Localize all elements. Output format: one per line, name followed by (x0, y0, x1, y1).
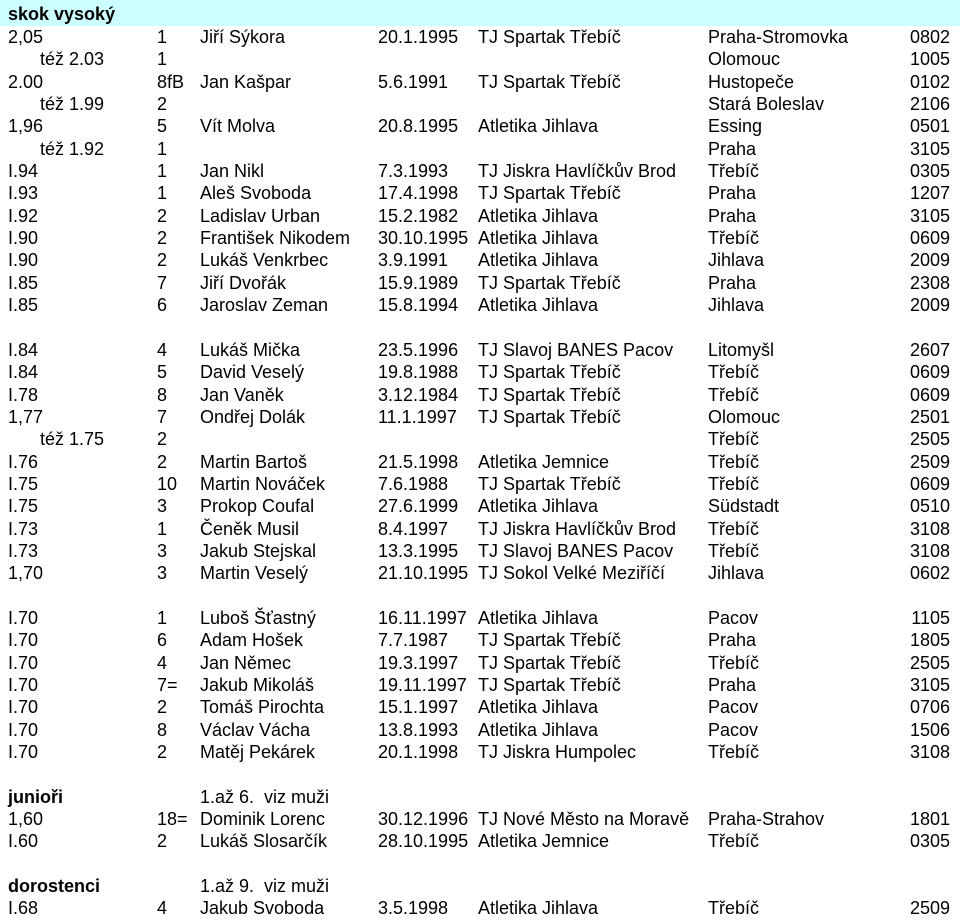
athlete-name: Martin Nováček (200, 473, 326, 494)
venue: Jihlava (708, 250, 765, 271)
venue: Praha-Strahov (708, 809, 825, 830)
rank-cell: 4 (157, 339, 168, 360)
mark-cell: I.70 (8, 697, 39, 718)
athlete-name: Lukáš Venkrbec (200, 250, 329, 271)
date-code: 1801 (909, 809, 950, 830)
venue: Třebíč (708, 429, 760, 450)
birth-date: 19.8.1988 (378, 362, 459, 383)
date-code: 3108 (909, 518, 950, 539)
date-code: 0602 (909, 563, 950, 584)
club-name: TJ Spartak Třebíč (478, 362, 621, 383)
venue: Jihlava (708, 563, 765, 584)
date-code: 1207 (909, 183, 950, 204)
birth-date: 13.3.1995 (378, 540, 459, 561)
result-row (0, 249, 960, 271)
club-name: Atletika Jihlava (478, 205, 599, 226)
result-row (0, 495, 960, 517)
mark-cell: 1,96 (8, 116, 44, 137)
mark-cell: 2.00 (8, 71, 44, 92)
venue: Pacov (708, 697, 759, 718)
venue: Olomouc (708, 49, 781, 70)
venue: Litomyšl (708, 339, 775, 360)
document-title: skok vysoký (8, 4, 116, 24)
club-name: TJ Spartak Třebíč (478, 384, 621, 405)
venue: Essing (708, 116, 763, 137)
birth-date: 20.8.1995 (378, 116, 459, 137)
athlete-name: Prokop Coufal (200, 496, 315, 517)
result-row (0, 160, 960, 182)
blank-row (0, 853, 960, 875)
date-code: 0510 (909, 496, 950, 517)
date-code: 2509 (909, 451, 950, 472)
rank-cell: 5 (157, 116, 168, 137)
mark-cell: I.78 (8, 384, 39, 405)
venue: Praha (708, 630, 757, 651)
result-row (0, 629, 960, 651)
athlete-name: Adam Hošek (200, 630, 304, 651)
date-code: 2505 (909, 429, 950, 450)
birth-date: 19.11.1997 (378, 674, 467, 695)
athlete-name: Jan Vaněk (200, 384, 284, 405)
date-code: 0609 (909, 473, 950, 494)
athlete-name: Matěj Pekárek (200, 742, 316, 762)
venue: Praha-Stromovka (708, 27, 849, 47)
rank-cell: 7 (157, 272, 168, 293)
mark-cell: I.75 (8, 473, 39, 494)
section-heading: junioři (8, 786, 63, 807)
birth-date: 21.5.1998 (378, 451, 459, 472)
result-row (0, 451, 960, 473)
rank-cell: 10 (157, 473, 178, 494)
date-code: 3105 (909, 674, 950, 695)
result-row (0, 808, 960, 830)
result-row (0, 138, 960, 160)
club-name: TJ Slavoj BANES Pacov (478, 540, 674, 561)
birth-date: 19.3.1997 (378, 652, 459, 673)
club-name: Atletika Jemnice (478, 831, 610, 852)
mark-cell: I.70 (8, 742, 39, 762)
result-row (0, 674, 960, 696)
venue: Třebíč (708, 384, 760, 405)
athlete-name: Ondřej Dolák (200, 406, 306, 427)
date-code: 3108 (909, 540, 950, 561)
birth-date: 8.4.1997 (378, 518, 449, 539)
club-name: TJ Jiskra Havlíčkův Brod (478, 161, 677, 182)
athlete-name: Jiří Dvořák (200, 272, 287, 293)
birth-date: 15.9.1989 (378, 272, 459, 293)
rank-cell: 8fB (157, 71, 185, 92)
venue: Praha (708, 138, 757, 159)
birth-date: 11.1.1997 (378, 406, 457, 427)
rank-cell: 2 (157, 697, 168, 718)
date-code: 1506 (909, 719, 950, 740)
club-name: TJ Spartak Třebíč (478, 406, 621, 427)
venue: Pacov (708, 719, 759, 740)
birth-date: 21.10.1995 (378, 563, 469, 584)
club-name: Atletika Jihlava (478, 607, 599, 628)
birth-date: 30.12.1996 (378, 809, 469, 830)
result-row (0, 696, 960, 718)
result-row (0, 26, 960, 48)
athlete-name: Lukáš Mička (200, 339, 301, 360)
mark-cell: I.73 (8, 540, 39, 561)
result-row (0, 227, 960, 249)
mark-cell: též 1.75 (40, 429, 105, 450)
result-row (0, 540, 960, 562)
rank-cell: 1 (157, 27, 168, 47)
birth-date: 3.12.1984 (378, 384, 459, 405)
mark-cell: I.75 (8, 496, 39, 517)
mark-cell: I.93 (8, 183, 39, 204)
result-row (0, 607, 960, 629)
rank-cell: 1 (157, 183, 168, 204)
birth-date: 27.6.1999 (378, 496, 459, 517)
mark-cell: 2,05 (8, 27, 44, 47)
rank-cell: 1 (157, 518, 168, 539)
venue: Třebíč (708, 742, 760, 762)
club-name: TJ Spartak Třebíč (478, 674, 621, 695)
result-row (0, 652, 960, 674)
mark-cell: I.70 (8, 674, 39, 695)
birth-date: 13.8.1993 (378, 719, 459, 740)
result-row (0, 830, 960, 852)
mark-cell: též 1.92 (40, 138, 105, 159)
venue: Jihlava (708, 295, 765, 316)
mark-cell: I.92 (8, 205, 39, 226)
rank-cell: 7= (157, 674, 178, 695)
birth-date: 7.6.1988 (378, 473, 449, 494)
athlete-name: Čeněk Musil (200, 518, 300, 539)
date-code: 1005 (909, 49, 950, 70)
date-code: 2509 (909, 898, 950, 919)
club-name: TJ Sokol Velké Meziříčí (478, 563, 666, 584)
result-row (0, 473, 960, 495)
rank-cell: 1 (157, 138, 168, 159)
venue: Praha (708, 205, 757, 226)
venue: Třebíč (708, 473, 760, 494)
venue: Třebíč (708, 362, 760, 383)
birth-date: 16.11.1997 (378, 607, 467, 628)
result-row (0, 294, 960, 316)
rank-cell: 18= (157, 809, 188, 830)
result-row (0, 562, 960, 584)
result-row (0, 428, 960, 450)
birth-date: 23.5.1996 (378, 339, 459, 360)
result-row (0, 518, 960, 540)
date-code: 0706 (909, 697, 950, 718)
date-code: 0305 (909, 161, 950, 182)
rank-cell: 2 (157, 742, 168, 762)
rank-cell: 5 (157, 362, 168, 383)
athlete-name: František Nikodem (200, 228, 351, 249)
result-row (0, 897, 960, 919)
mark-cell: I.70 (8, 607, 39, 628)
date-code: 0609 (909, 384, 950, 405)
mark-cell: I.90 (8, 228, 39, 249)
venue: Praha (708, 272, 757, 293)
date-code: 2308 (909, 272, 950, 293)
athlete-name: Jaroslav Zeman (200, 295, 329, 316)
date-code: 2009 (909, 295, 950, 316)
club-name: TJ Spartak Třebíč (478, 272, 621, 293)
venue: Třebíč (708, 831, 760, 852)
athlete-name: Dominik Lorenc (200, 809, 326, 830)
venue: Třebíč (708, 518, 760, 539)
birth-date: 15.2.1982 (378, 205, 459, 226)
rank-cell: 6 (157, 295, 168, 316)
mark-cell: též 2.03 (40, 49, 105, 70)
club-name: TJ Jiskra Havlíčkův Brod (478, 518, 677, 539)
date-code: 1105 (911, 607, 950, 628)
birth-date: 7.7.1987 (378, 630, 449, 651)
athlete-name: Jiří Sýkora (200, 27, 286, 47)
result-row (0, 384, 960, 406)
birth-date: 3.5.1998 (378, 898, 449, 919)
document-title-row (0, 0, 960, 26)
mark-cell: I.68 (8, 898, 39, 919)
date-code: 1805 (909, 630, 950, 651)
athlete-name: Jan Kašpar (200, 71, 292, 92)
club-name: TJ Spartak Třebíč (478, 183, 621, 204)
date-code: 2505 (909, 652, 950, 673)
venue: Hustopeče (708, 71, 795, 92)
mark-cell: I.73 (8, 518, 39, 539)
blank-row (0, 763, 960, 785)
venue: Olomouc (708, 406, 781, 427)
club-name: Atletika Jihlava (478, 697, 599, 718)
rank-cell: 3 (157, 563, 168, 584)
birth-date: 17.4.1998 (378, 183, 459, 204)
athlete-name: Jakub Stejskal (200, 540, 317, 561)
athlete-name: Jan Nikl (200, 161, 265, 182)
date-code: 0609 (909, 362, 950, 383)
club-name: TJ Spartak Třebíč (478, 27, 621, 47)
birth-date: 28.10.1995 (378, 831, 469, 852)
rank-cell: 4 (157, 652, 168, 673)
venue: Třebíč (708, 540, 760, 561)
results-table (0, 26, 960, 920)
venue: Třebíč (708, 652, 760, 673)
date-code: 2009 (909, 250, 950, 271)
athlete-name: David Veselý (200, 362, 305, 383)
date-code: 3105 (909, 138, 950, 159)
rank-cell: 2 (157, 250, 168, 271)
athlete-name: Václav Vácha (200, 719, 311, 740)
mark-cell: I.70 (8, 652, 39, 673)
athlete-name: Jan Němec (200, 652, 292, 673)
rank-cell: 4 (157, 898, 168, 919)
venue: Praha (708, 674, 757, 695)
athlete-name: Vít Molva (200, 116, 276, 137)
rank-cell: 2 (157, 94, 168, 115)
birth-date: 15.8.1994 (378, 295, 459, 316)
result-row (0, 205, 960, 227)
result-row (0, 93, 960, 115)
venue: Südstadt (708, 496, 780, 517)
rank-cell: 8 (157, 719, 168, 740)
section-heading-row (0, 875, 960, 897)
section-note: 1.až 9. viz muži (200, 876, 330, 897)
rank-cell: 6 (157, 630, 168, 651)
club-name: TJ Slavoj BANES Pacov (478, 339, 674, 360)
result-row (0, 719, 960, 741)
club-name: Atletika Jihlava (478, 116, 599, 137)
mark-cell: I.70 (8, 719, 39, 740)
mark-cell: I.70 (8, 630, 39, 651)
section-heading: dorostenci (8, 876, 101, 897)
club-name: TJ Spartak Třebíč (478, 473, 621, 494)
rank-cell: 3 (157, 540, 168, 561)
rank-cell: 3 (157, 496, 168, 517)
club-name: Atletika Jihlava (478, 898, 599, 919)
mark-cell: I.60 (8, 831, 39, 852)
rank-cell: 2 (157, 831, 168, 852)
rank-cell: 7 (157, 406, 168, 427)
date-code: 0802 (909, 27, 950, 47)
club-name: Atletika Jihlava (478, 496, 599, 517)
club-name: TJ Jiskra Humpolec (478, 742, 637, 762)
athlete-name: Lukáš Slosarčík (200, 831, 328, 852)
rank-cell: 1 (157, 161, 168, 182)
date-code: 3105 (909, 205, 950, 226)
date-code: 2501 (909, 406, 950, 427)
athlete-name: Luboš Šťastný (200, 607, 316, 628)
mark-cell: 1,60 (8, 809, 44, 830)
venue: Třebíč (708, 898, 760, 919)
club-name: Atletika Jemnice (478, 451, 610, 472)
result-row (0, 71, 960, 93)
mark-cell: 1,70 (8, 563, 44, 584)
date-code: 2106 (909, 94, 950, 115)
result-row (0, 361, 960, 383)
mark-cell: též 1.99 (40, 94, 105, 115)
result-row (0, 115, 960, 137)
mark-cell: I.90 (8, 250, 39, 271)
club-name: Atletika Jihlava (478, 228, 599, 249)
mark-cell: I.76 (8, 451, 39, 472)
result-row (0, 339, 960, 361)
athlete-name: Jakub Mikoláš (200, 674, 315, 695)
athlete-name: Aleš Svoboda (200, 183, 312, 204)
athlete-name: Martin Veselý (200, 563, 309, 584)
rank-cell: 2 (157, 451, 168, 472)
club-name: TJ Spartak Třebíč (478, 71, 621, 92)
venue: Třebíč (708, 228, 760, 249)
rank-cell: 1 (157, 607, 168, 628)
result-row (0, 272, 960, 294)
date-code: 0305 (909, 831, 950, 852)
athlete-name: Ladislav Urban (200, 205, 321, 226)
date-code: 2607 (909, 339, 950, 360)
blank-row (0, 316, 960, 338)
result-row (0, 48, 960, 70)
birth-date: 20.1.1995 (378, 27, 459, 47)
date-code: 0609 (909, 228, 950, 249)
venue: Stará Boleslav (708, 94, 825, 115)
birth-date: 5.6.1991 (378, 71, 449, 92)
mark-cell: I.84 (8, 362, 39, 383)
blank-row (0, 585, 960, 607)
club-name: TJ Nové Město na Moravě (478, 809, 690, 830)
club-name: Atletika Jihlava (478, 250, 599, 271)
date-code: 0501 (909, 116, 950, 137)
section-heading-row (0, 786, 960, 808)
rank-cell: 8 (157, 384, 168, 405)
venue: Třebíč (708, 451, 760, 472)
rank-cell: 2 (157, 205, 168, 226)
result-row (0, 406, 960, 428)
result-row (0, 182, 960, 204)
birth-date: 7.3.1993 (378, 161, 449, 182)
athlete-name: Martin Bartoš (200, 451, 308, 472)
mark-cell: I.94 (8, 161, 39, 182)
club-name: TJ Spartak Třebíč (478, 652, 621, 673)
mark-cell: I.84 (8, 339, 39, 360)
venue: Praha (708, 183, 757, 204)
mark-cell: I.85 (8, 272, 39, 293)
date-code: 0102 (909, 71, 950, 92)
venue: Pacov (708, 607, 759, 628)
birth-date: 20.1.1998 (378, 742, 459, 762)
mark-cell: 1,77 (8, 406, 44, 427)
rank-cell: 2 (157, 228, 168, 249)
club-name: Atletika Jihlava (478, 719, 599, 740)
section-note: 1.až 6. viz muži (200, 786, 330, 807)
birth-date: 3.9.1991 (378, 250, 449, 271)
date-code: 3108 (909, 742, 950, 762)
venue: Třebíč (708, 161, 760, 182)
birth-date: 30.10.1995 (378, 228, 469, 249)
mark-cell: I.85 (8, 295, 39, 316)
birth-date: 15.1.1997 (378, 697, 459, 718)
club-name: TJ Spartak Třebíč (478, 630, 621, 651)
athlete-name: Jakub Svoboda (200, 898, 325, 919)
result-row (0, 741, 960, 763)
rank-cell: 1 (157, 49, 168, 70)
rank-cell: 2 (157, 429, 168, 450)
club-name: Atletika Jihlava (478, 295, 599, 316)
athlete-name: Tomáš Pirochta (200, 697, 325, 718)
